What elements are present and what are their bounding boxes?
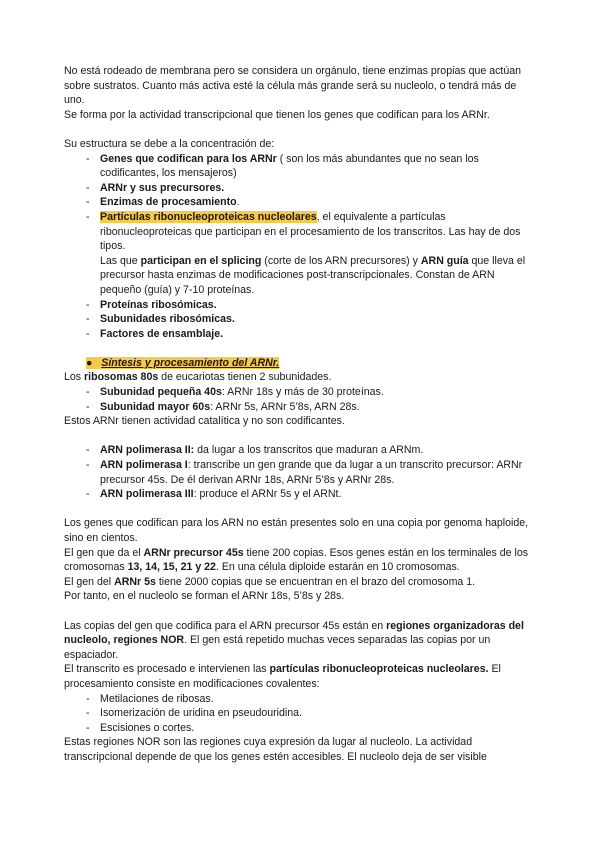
intro-paragraph-2: Se forma por la actividad transcripcional que tienen los genes que codifican para los ARNr.: [64, 108, 490, 121]
list-item: - ARN polimerasa II: da lugar a los transcritos que maduran a ARNm.: [100, 443, 534, 458]
list-item: - Escisiones o cortes.: [100, 721, 534, 736]
subunit-list: [64, 385, 534, 414]
list-item: - Subunidad mayor 60s: ARNr 5s, ARNr 5’8s, ARN 28s.: [100, 400, 534, 415]
nor-paragraph-3: Estas regiones NOR son las regiones cuya expresión da lugar al nucleolo. La actividad transcripcional depende de que los genes estén accesibles. El nucleolo deja de ser visible: [64, 736, 487, 763]
section-title: Síntesis y procesamiento del ARNr.: [101, 356, 280, 369]
bullet-icon: ●: [86, 356, 93, 369]
spacer: [64, 429, 534, 444]
list-item: - Partículas ribonucleoproteicas nucleolares, el equivalente a partículas ribonucleoproteicas que participan en el procesamiento de los transcritos. Las hay de dos tipos. Las que participan en el splicing (corte de los ARN precursores) y ARN guía que lleva el precursor hasta enzimas de modificaciones post-transcripcionales. Constan de ARN pequeño (guía) y 7-10 proteínas.: [100, 210, 534, 298]
spacer: [64, 604, 534, 619]
nor-paragraph-2: El transcrito es procesado e intervienen las partículas ribonucleoproteicas nucleolares. El procesamiento consiste en modificaciones covalentes:: [64, 663, 501, 690]
list-item: - Enzimas de procesamiento.: [100, 195, 534, 210]
list-item: - Subunidades ribosómicas.: [100, 312, 534, 327]
list-item: - Subunidad pequeña 40s: ARNr 18s y más de 30 proteínas.: [100, 385, 534, 400]
spacer: [64, 122, 534, 137]
modification-list: [64, 692, 534, 736]
list-item: - Genes que codifican para los ARNr ( son los más abundantes que no sean los codificantes, los mensajeros): [100, 152, 534, 181]
list-item: - Factores de ensamblaje.: [100, 327, 534, 342]
list-item: - ARN polimerasa I: transcribe un gen grande que da lugar a un transcrito precursor: ARNr precursor 45s. De él derivan ARNr 18s, ARNr 5’8s y ARNr 28s.: [100, 458, 534, 487]
structure-list: [64, 152, 534, 342]
catalytic-paragraph: Estos ARNr tienen actividad catalítica y no son codificantes.: [64, 415, 345, 428]
nor-paragraph: Las copias del gen que codifica para el ARN precursor 45s están en regiones organizadoras del nucleolo, regiones NOR. El gen está repetido muchas veces separadas las copias por un espaciador.: [64, 619, 524, 661]
genes-paragraph: Los genes que codifican para los ARN no están presentes solo en una copia por genoma haploide, sino en cientos.: [64, 517, 529, 544]
document-body: [64, 64, 534, 765]
list-item-continuation: Las que participan en el splicing (corte de los ARN precursores) y ARN guía que lleva el precursor hasta enzimas de modificaciones post-transcripcionales. Constan de ARN pequeño (guía) y 7-10 proteínas.: [100, 254, 526, 296]
highlighted-term: Partículas ribonucleoproteicas nucleolares: [100, 210, 317, 223]
structure-heading: Su estructura se debe a la concentración de:: [64, 137, 275, 150]
genes-paragraph-2: El gen que da el ARNr precursor 45s tiene 200 copias. Esos genes están en los terminales de los cromosomas 13, 14, 15, 21 y 22. En una célula diploide estarán en 10 cromosomas.: [64, 546, 529, 574]
section-heading: [64, 356, 534, 371]
spacer: [64, 341, 534, 356]
list-item: - Isomerización de uridina en pseudouridina.: [100, 706, 534, 721]
polymerase-list: [64, 443, 534, 501]
spacer: [64, 502, 534, 517]
intro-paragraph: No está rodeado de membrana pero se considera un orgánulo, tiene enzimas propias que actúan sobre sustratos. Cuanto más activa esté la célula más grande será su nucleolo, o tendrá más de uno.: [64, 65, 522, 107]
genes-paragraph-4: Por tanto, en el nucleolo se forman el ARNr 18s, 5’8s y 28s.: [64, 590, 345, 603]
list-item: - Proteínas ribosómicas.: [100, 298, 534, 313]
genes-paragraph-3: El gen del ARNr 5s tiene 2000 copias que se encuentran en el brazo del cromosoma 1.: [64, 575, 476, 588]
list-item: - Metilaciones de ribosas.: [100, 692, 534, 707]
list-item: - ARNr y sus precursores.: [100, 181, 534, 196]
list-item: - ARN polimerasa III: produce el ARNr 5s y el ARNt.: [100, 487, 534, 502]
ribosome-paragraph: Los ribosomas 80s de eucariotas tienen 2 subunidades.: [64, 371, 332, 384]
